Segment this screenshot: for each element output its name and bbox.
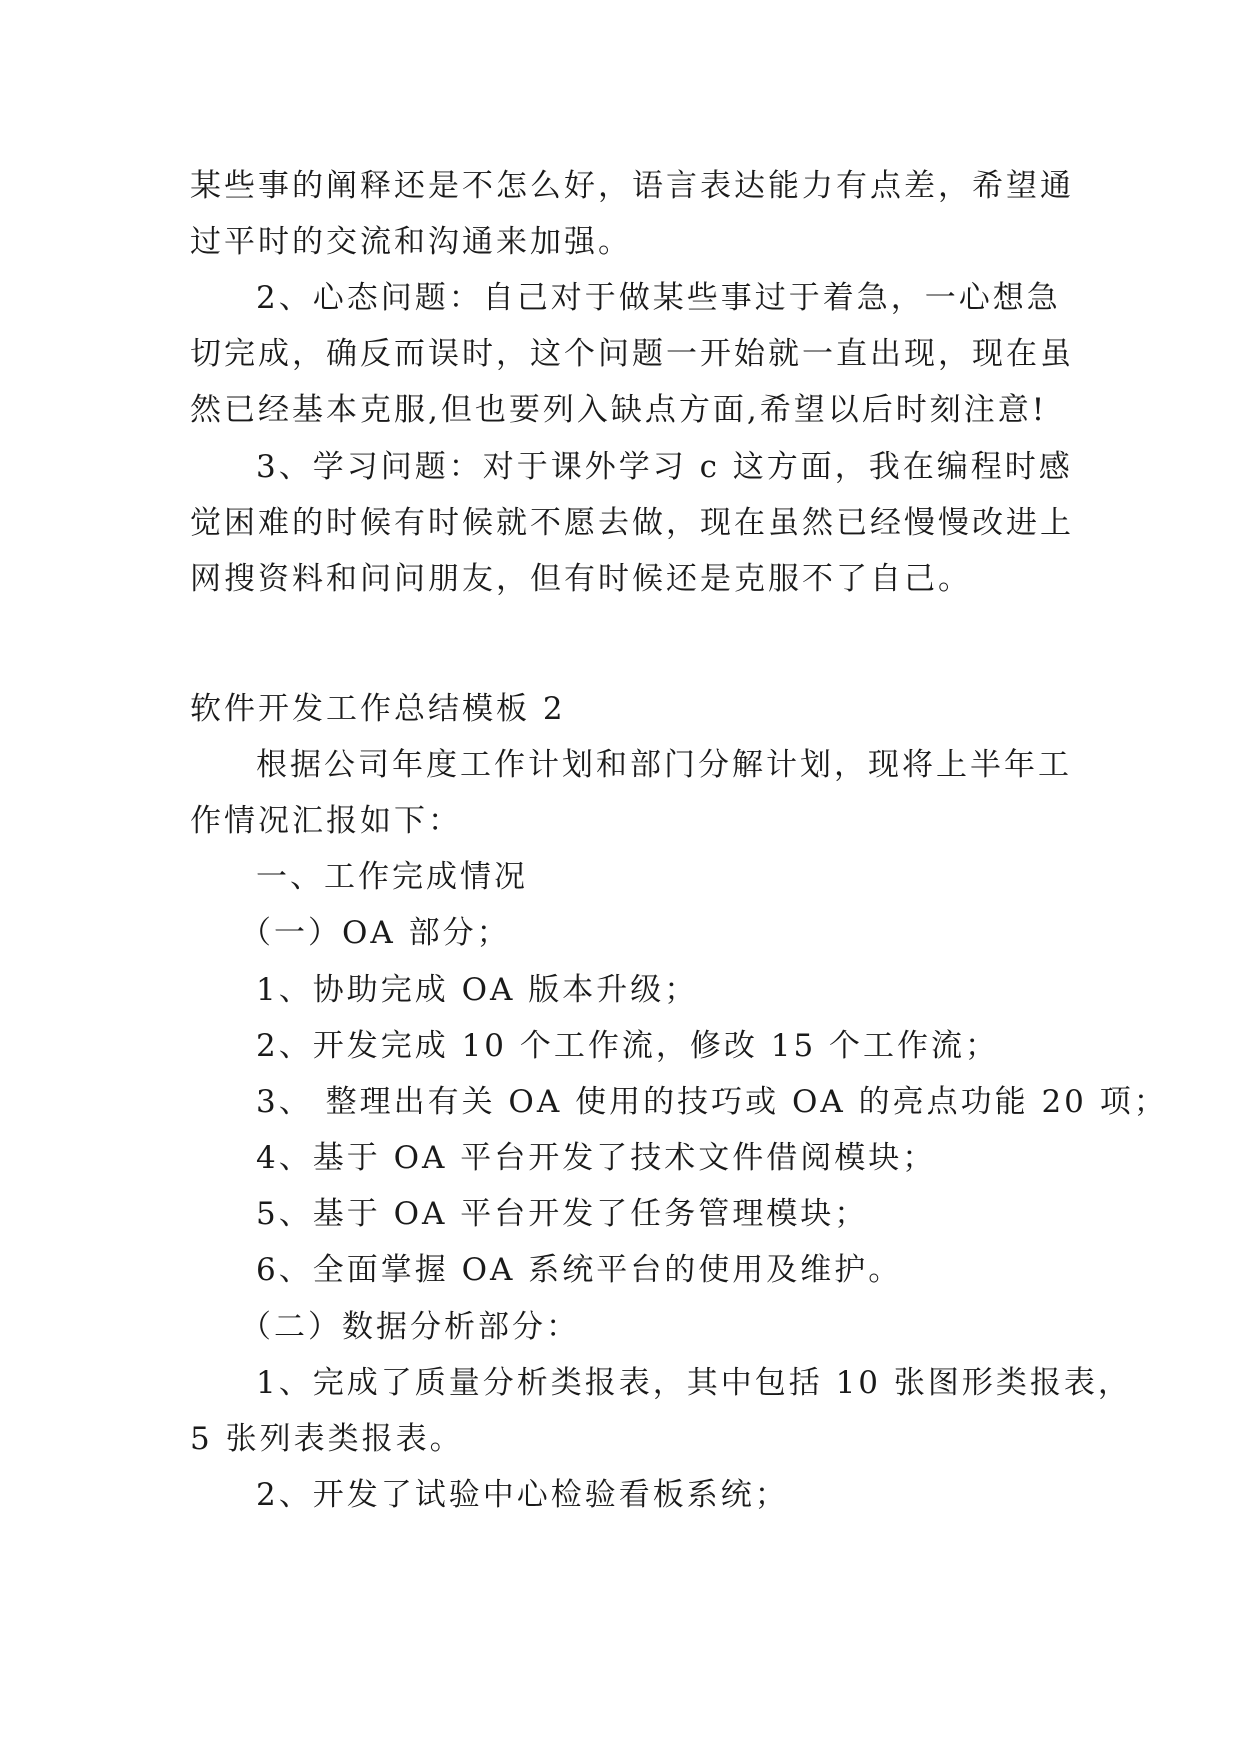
list-item: 2、开发了试验中心检验看板系统；: [256, 1477, 789, 1513]
paragraph-line: 作情况汇报如下：: [190, 803, 462, 839]
paragraph-line: 2、心态问题：自己对于做某些事过于着急，一心想急: [256, 280, 1061, 316]
list-item: 2、开发完成 10 个工作流，修改 15 个工作流；: [256, 1028, 1000, 1064]
subheading-line: （二）数据分析部分：: [240, 1309, 580, 1345]
paragraph-line: 觉困难的时候有时候就不愿去做，现在虽然已经慢慢改进上: [190, 505, 1074, 541]
paragraph-line: 某些事的阐释还是不怎么好，语言表达能力有点差，希望通: [190, 168, 1074, 204]
paragraph-line: 3、学习问题：对于课外学习 c 这方面，我在编程时感: [256, 449, 1073, 485]
paragraph-line: 网搜资料和问问朋友，但有时候还是克服不了自己。: [190, 561, 972, 597]
paragraph-line: 根据公司年度工作计划和部门分解计划，现将上半年工: [256, 747, 1072, 783]
list-item-continuation: 5 张列表类报表。: [190, 1421, 464, 1457]
list-item: 3、 整理出有关 OA 使用的技巧或 OA 的亮点功能 20 项；: [256, 1084, 1168, 1120]
paragraph-line: 切完成，确反而误时，这个问题一开始就一直出现，现在虽: [190, 336, 1074, 372]
paragraph-line: 然已经基本克服,但也要列入缺点方面,希望以后时刻注意!: [190, 392, 1048, 428]
section-title: 软件开发工作总结模板 2: [190, 691, 566, 727]
heading-line: 一、工作完成情况: [256, 859, 528, 895]
paragraph-line: 过平时的交流和沟通来加强。: [190, 224, 632, 260]
list-item: 6、全面掌握 OA 系统平台的使用及维护。: [256, 1252, 903, 1288]
list-item: 1、完成了质量分析类报表，其中包括 10 张图形类报表，: [256, 1365, 1132, 1401]
subheading-line: （一）OA 部分；: [240, 915, 511, 951]
list-item: 5、基于 OA 平台开发了任务管理模块；: [256, 1196, 869, 1232]
list-item: 4、基于 OA 平台开发了技术文件借阅模块；: [256, 1140, 937, 1176]
list-item: 1、协助完成 OA 版本升级；: [256, 972, 699, 1008]
